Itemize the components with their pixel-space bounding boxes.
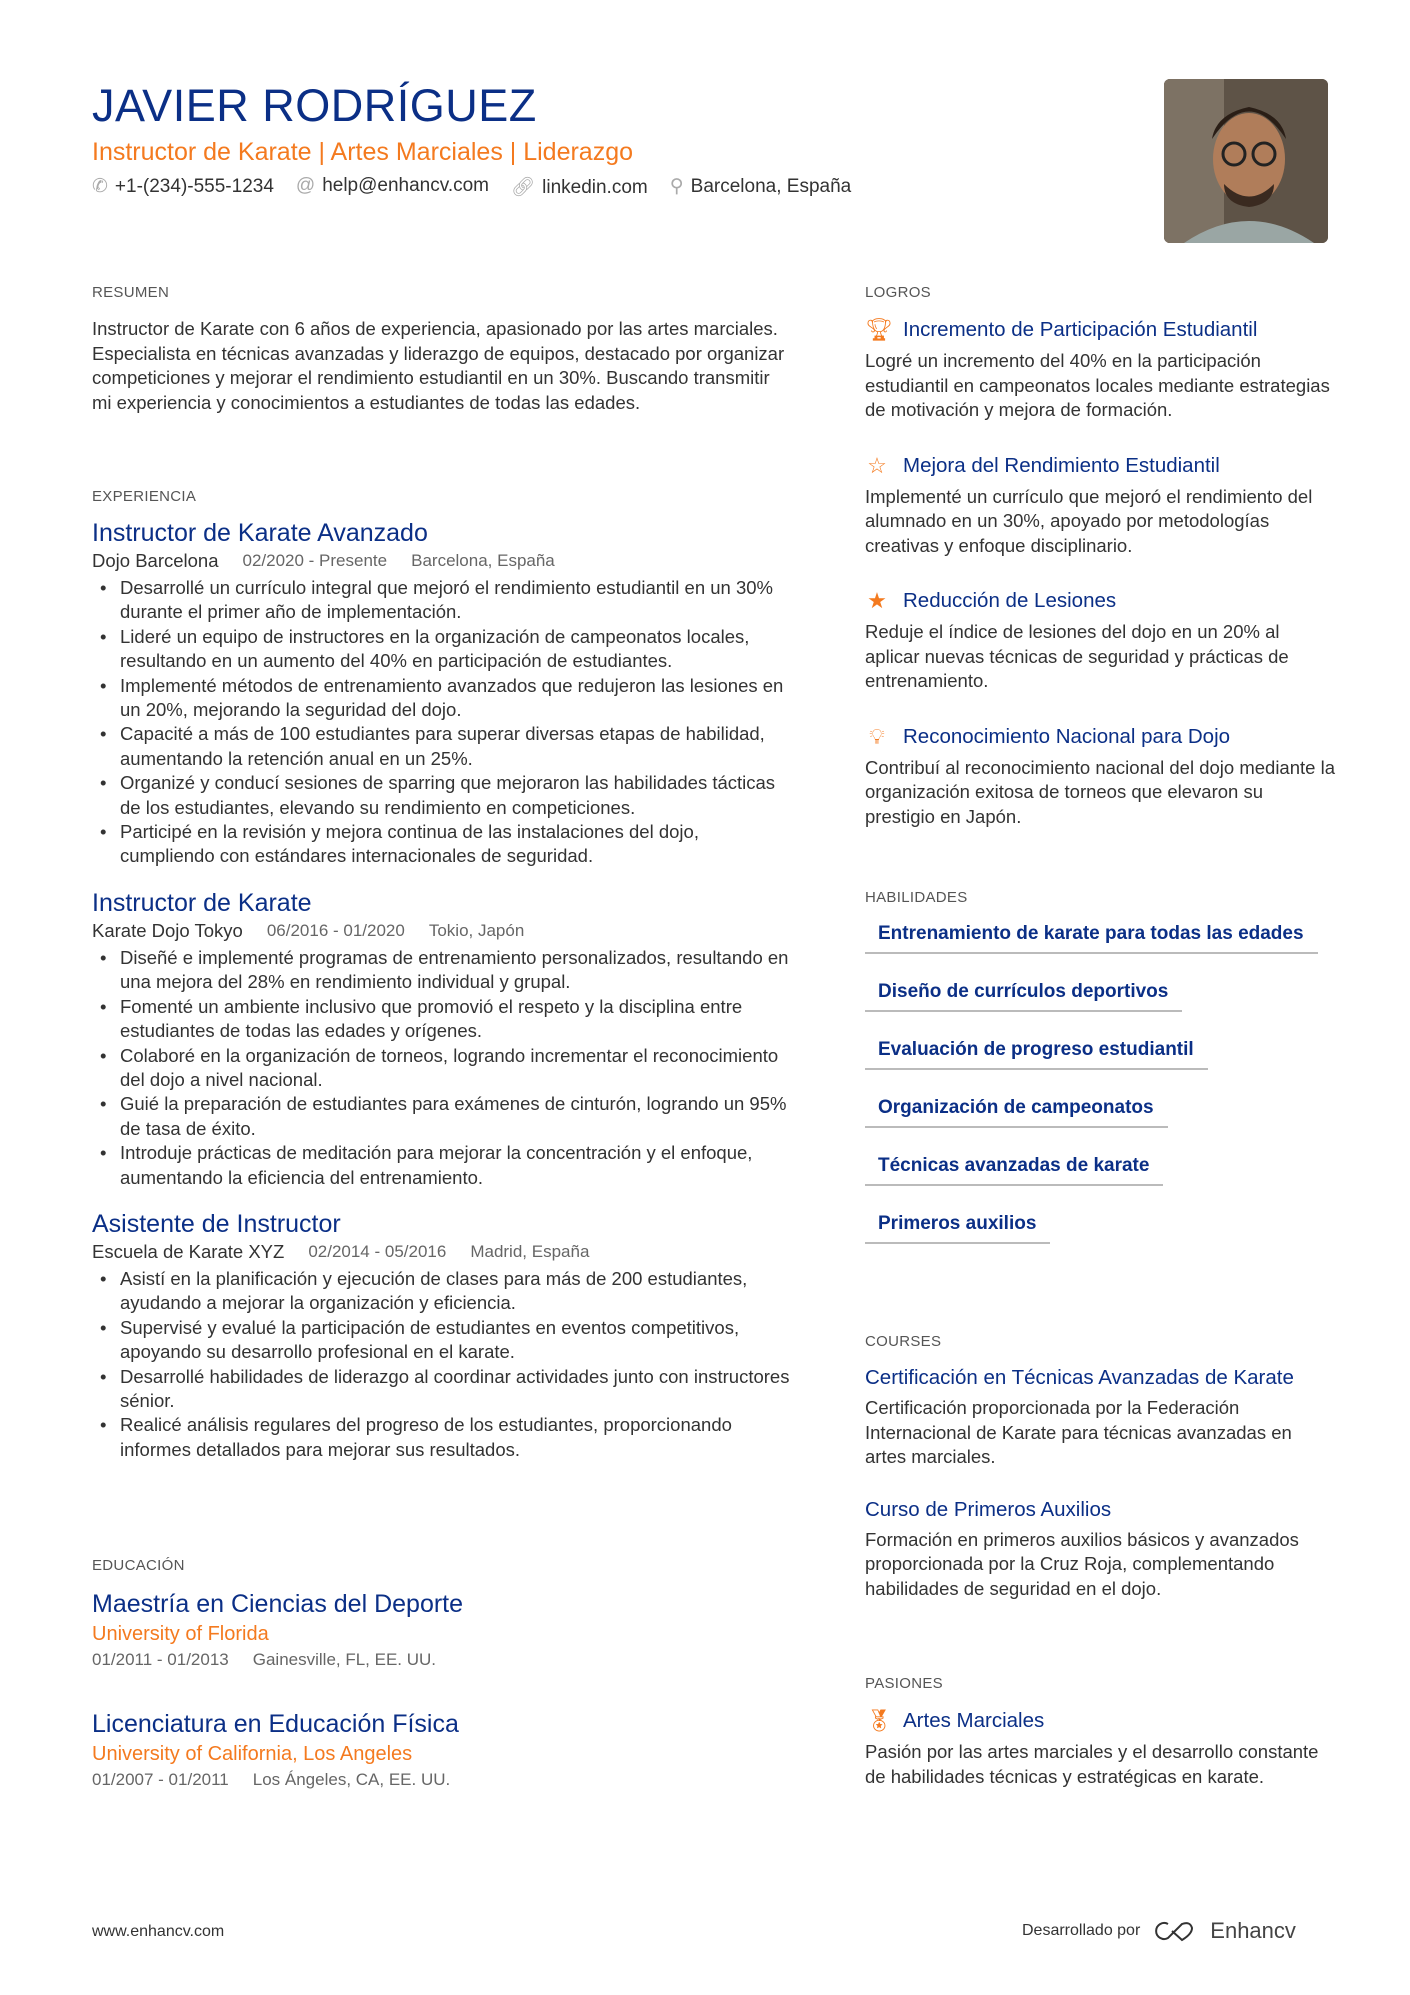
job-bullet: • Desarrollé habilidades de liderazgo al coordinar actividades junto con instructores sénior. <box>92 1365 792 1414</box>
job-bullet: • Desarrollé un currículo integral que mejoró el rendimiento estudiantil en un 30% durante el primer año de implementación. <box>92 576 792 625</box>
achievement-title: Mejora del Rendimiento Estudiantil <box>903 453 1220 477</box>
skill-tag: Diseño de currículos deportivos <box>865 980 1182 1012</box>
skill-tag: Organización de campeonatos <box>865 1096 1168 1128</box>
candidate-name: JAVIER RODRÍGUEZ <box>92 80 537 131</box>
passions-heading: PASIONES <box>865 1675 943 1692</box>
enhancv-brand: Enhancv <box>1210 1918 1296 1943</box>
course-title: Certificación en Técnicas Avanzadas de Karate <box>865 1366 1294 1389</box>
passions-section <box>865 1675 1335 1819</box>
powered-by-text: Desarrollado por <box>1022 1922 1141 1939</box>
contact-info <box>92 175 851 199</box>
job-location: Barcelona, España <box>411 551 555 570</box>
job-company: Karate Dojo Tokyo <box>92 919 243 941</box>
job-title: Instructor de Karate Avanzado <box>92 519 428 547</box>
achievements-heading: LOGROS <box>865 284 931 301</box>
job-entry <box>92 889 792 1190</box>
achievement-item <box>865 724 1335 830</box>
job-bullet: • Colaboré en la organización de torneos, logrando incrementar el reconocimiento del dojo a nivel nacional. <box>92 1044 792 1093</box>
job-meta <box>92 920 792 942</box>
job-bullet: • Organizé y conducí sesiones de sparring que mejoraron las habilidades tácticas de los estudiantes, elevando su rendimiento en competiciones. <box>92 771 792 820</box>
contact-location: ⚲ Barcelona, España <box>669 176 852 197</box>
course-text: Formación en primeros auxilios básicos y avanzados proporcionada por la Cruz Roja, complementando habilidades de seguridad en el dojo. <box>865 1528 1299 1599</box>
course-item <box>865 1366 1335 1470</box>
education-heading: EDUCACIÓN <box>92 1557 185 1574</box>
education-school: University of California, Los Angeles <box>92 1743 413 1765</box>
star-outline-icon: ☆ <box>867 452 887 478</box>
star-icon: ★ <box>867 588 887 613</box>
at-icon: @ <box>295 175 316 196</box>
job-bullets <box>92 946 792 1190</box>
achievement-text: Implementé un currículo que mejoró el rendimiento del alumnado en un 30%, apoyado por metodologías creativas y enfoque disciplinario. <box>865 485 1313 556</box>
job-entry <box>92 1210 792 1462</box>
job-meta <box>92 550 792 572</box>
job-title: Instructor de Karate <box>92 888 312 917</box>
education-dates: 01/2011 - 01/2013 <box>92 1650 229 1669</box>
job-bullet: • Supervisé y evalué la participación de estudiantes en eventos competitivos, apoyando su desarrollo profesional en el karate. <box>92 1316 792 1365</box>
skill-tag: Técnicas avanzadas de karate <box>865 1154 1163 1186</box>
job-location: Tokio, Japón <box>428 920 525 940</box>
course-item <box>865 1498 1335 1602</box>
skills-heading: HABILIDADES <box>865 889 968 906</box>
job-bullets <box>92 576 792 869</box>
skill-tag: Primeros auxilios <box>865 1212 1050 1244</box>
job-dates: 06/2016 - 01/2020 <box>266 920 405 940</box>
footer-powered-by <box>1022 1918 1296 1944</box>
job-bullet: • Asistí en la planificación y ejecución de clases para más de 200 estudiantes, ayudando a mejorar la organización y eficiencia. <box>92 1267 792 1316</box>
achievement-item <box>865 588 1335 694</box>
job-bullet: • Fomenté un ambiente inclusivo que promovió el respeto y la disciplina entre estudiantes de todas las edades y orígenes. <box>92 995 792 1044</box>
achievement-text: Logré un incremento del 40% en la participación estudiantil en campeonatos locales mediante estrategias de motivación y mejora de formación. <box>865 350 1330 420</box>
job-location: Madrid, España <box>470 1241 590 1261</box>
job-bullet: • Introduje prácticas de meditación para mejorar la concentración y el enfoque, aumentando la eficiencia del entrenamiento. <box>92 1141 792 1190</box>
contact-email[interactable]: @ help@enhancv.com <box>295 175 489 196</box>
candidate-subtitle: Instructor de Karate | Artes Marciales | Liderazgo <box>92 138 634 166</box>
experience-section <box>92 488 792 1462</box>
trophy-icon: 🏆︎ <box>865 317 893 342</box>
job-bullet: • Diseñé e implementé programas de entrenamiento personalizados, resultando en una mejora del 28% en rendimiento individual y grupal. <box>92 946 792 995</box>
summary-heading: RESUMEN <box>92 284 170 301</box>
job-bullet: • Capacité a más de 100 estudiantes para superar diversas etapas de habilidad, aumentando la retención anual en un 25%. <box>92 722 792 771</box>
experience-heading: EXPERIENCIA <box>92 488 197 505</box>
education-meta <box>92 1770 792 1790</box>
courses-section <box>865 1333 1335 1629</box>
education-location: Gainesville, FL, EE. UU. <box>252 1650 437 1669</box>
skills-section <box>865 889 1335 1270</box>
job-bullet: • Lideré un equipo de instructores en la organización de campeonatos locales, resultando en un aumento del 40% en participación de estudiantes. <box>92 625 792 674</box>
achievements-section <box>865 284 1335 859</box>
achievement-text: Contribuí al reconocimiento nacional del dojo mediante la organización exitosa de torneos que elevaron su prestigio en Japón. <box>865 756 1335 827</box>
job-bullet: • Guié la preparación de estudiantes para exámenes de cinturón, logrando un 95% de tasa de éxito. <box>92 1092 792 1141</box>
job-entry <box>92 519 792 869</box>
summary-text: Instructor de Karate con 6 años de experiencia, apasionado por las artes marciales. Especialista en técnicas avanzadas y liderazgo de equipos, destacado por organizar competiciones y mejorar el rendimiento estudiantil en un 30%. Buscando transmitir mi experiencia y conocimientos a estudiantes de todas las edades. <box>92 318 785 413</box>
job-company: Dojo Barcelona <box>92 550 219 571</box>
education-degree: Licenciatura en Educación Física <box>92 1710 459 1738</box>
passion-text: Pasión por las artes marciales y el desarrollo constante de habilidades técnicas y estratégicas en karate. <box>865 1741 1319 1787</box>
job-dates: 02/2014 - 05/2016 <box>308 1241 447 1261</box>
job-bullet: • Participé en la revisión y mejora continua de las instalaciones del dojo, cumpliendo con estándares internacionales de seguridad. <box>92 820 792 869</box>
achievement-title: Incremento de Participación Estudiantil <box>903 318 1258 341</box>
enhancv-logo-icon <box>1152 1919 1198 1943</box>
education-school: University of Florida <box>92 1623 269 1645</box>
education-entry <box>92 1710 792 1790</box>
passion-title: Artes Marciales <box>903 1709 1045 1732</box>
job-bullet: • Realicé análisis regulares del progreso de los estudiantes, proporcionando informes detallados para mejorar sus resultados. <box>92 1413 792 1462</box>
job-title: Asistente de Instructor <box>92 1209 341 1238</box>
education-meta <box>92 1650 792 1670</box>
achievement-item <box>865 453 1335 559</box>
job-meta <box>92 1241 792 1263</box>
achievement-title: Reducción de Lesiones <box>903 589 1117 612</box>
lightbulb-icon: 💡︎ <box>869 723 885 749</box>
profile-photo <box>1164 79 1328 243</box>
contact-linkedin[interactable]: 🔗︎ linkedin.com <box>511 177 648 198</box>
skill-tag: Evaluación de progreso estudiantil <box>865 1038 1208 1070</box>
phone-icon: ✆ <box>92 176 108 197</box>
job-bullet: • Implementé métodos de entrenamiento avanzados que redujeron las lesiones en un 20%, mejorando la seguridad del dojo. <box>92 674 792 723</box>
education-degree: Maestría en Ciencias del Deporte <box>92 1590 464 1618</box>
location-pin-icon: ⚲ <box>669 176 684 197</box>
link-icon: 🔗︎ <box>511 177 536 198</box>
job-bullets <box>92 1267 792 1462</box>
courses-heading: COURSES <box>865 1333 942 1350</box>
job-dates: 02/2020 - Presente <box>242 551 388 570</box>
skill-tag: Entrenamiento de karate para todas las edades <box>865 922 1318 954</box>
passion-item <box>865 1708 1335 1789</box>
education-entry <box>92 1590 792 1670</box>
job-company: Escuela de Karate XYZ <box>92 1240 285 1262</box>
footer-website[interactable]: www.enhancv.com <box>92 1923 225 1940</box>
education-section <box>92 1557 792 1830</box>
summary-section <box>92 284 792 415</box>
medal-icon: 🏅︎ <box>865 1708 893 1733</box>
contact-phone: ✆ +1-(234)-555-1234 <box>92 176 274 197</box>
course-text: Certificación proporcionada por la Federación Internacional de Karate para técnicas avanzadas en artes marciales. <box>865 1397 1292 1467</box>
achievement-text: Reduje el índice de lesiones del dojo en un 20% al aplicar nuevas técnicas de seguridad y prácticas de entrenamiento. <box>865 621 1289 691</box>
achievement-title: Reconocimiento Nacional para Dojo <box>903 724 1231 748</box>
achievement-item <box>865 317 1335 423</box>
course-title: Curso de Primeros Auxilios <box>865 1497 1112 1521</box>
education-location: Los Ángeles, CA, EE. UU. <box>252 1770 451 1789</box>
education-dates: 01/2007 - 01/2011 <box>92 1770 229 1789</box>
